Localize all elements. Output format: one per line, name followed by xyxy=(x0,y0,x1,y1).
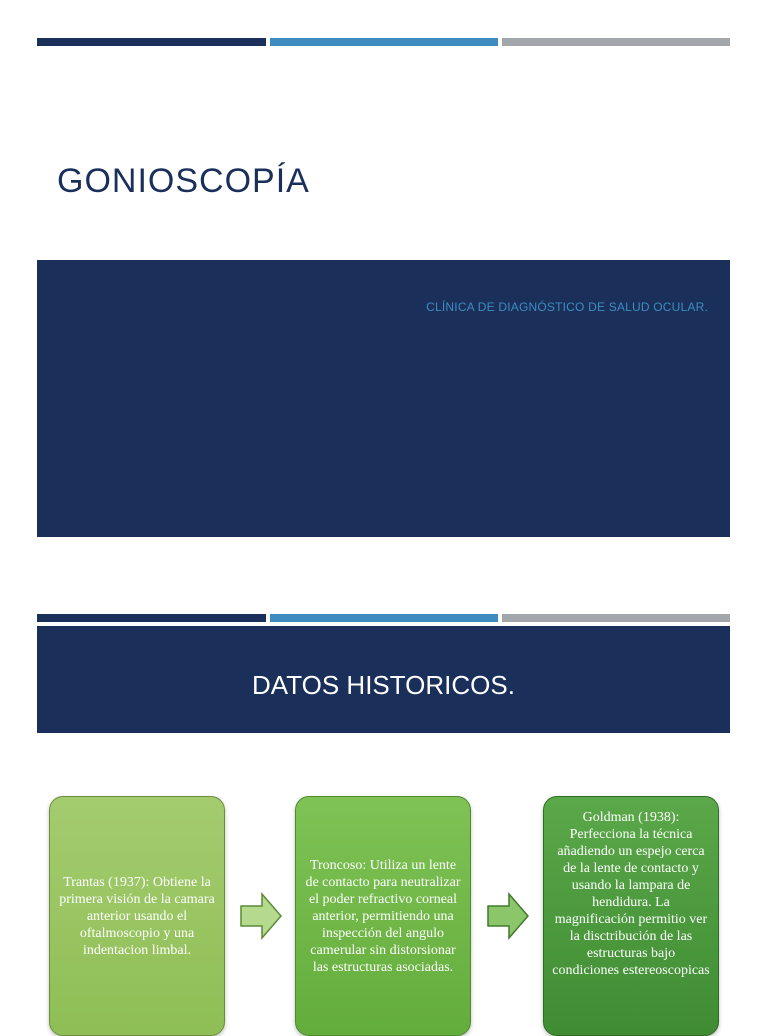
accent-stripe-gray xyxy=(502,38,730,46)
accent-stripe-blue xyxy=(270,614,498,622)
accent-stripe-gray xyxy=(502,614,730,622)
history-box-troncoso xyxy=(295,796,471,1036)
section-title: DATOS HISTORICOS. xyxy=(252,670,515,700)
history-box-text: Trantas (1937): Obtiene la primera visión de la camara anterior usando el oftalmoscopio y una indentacion limbal. xyxy=(59,874,215,958)
right-arrow-icon xyxy=(240,892,282,940)
right-arrow-icon xyxy=(487,892,529,940)
history-box-trantas xyxy=(49,796,225,1036)
history-box-text: Goldman (1938): Perfecciona la técnica añadiendo un espejo cerca de la lente de contacto y usando la lampara de hendidura. La magnificación permitio ver la disctribución de las estructuras bajo condiciones estereoscopicas xyxy=(552,810,710,978)
history-box-text: Troncoso: Utiliza un lente de contacto para neutralizar el poder refractivo corneal anterior, permitiendo una inspección del angulo camerular sin distorsionar las estructuras asociadas. xyxy=(305,857,461,975)
slide-title: GONIOSCOPÍA xyxy=(57,162,310,200)
accent-stripe-blue xyxy=(270,38,498,46)
section-banner xyxy=(37,626,730,733)
slide-subtitle: CLÍNICA DE DIAGNÓSTICO DE SALUD OCULAR. xyxy=(426,300,708,314)
history-box-goldman xyxy=(543,796,719,1036)
title-panel xyxy=(37,260,730,537)
accent-stripe-navy xyxy=(37,614,266,622)
accent-stripe-navy xyxy=(37,38,266,46)
